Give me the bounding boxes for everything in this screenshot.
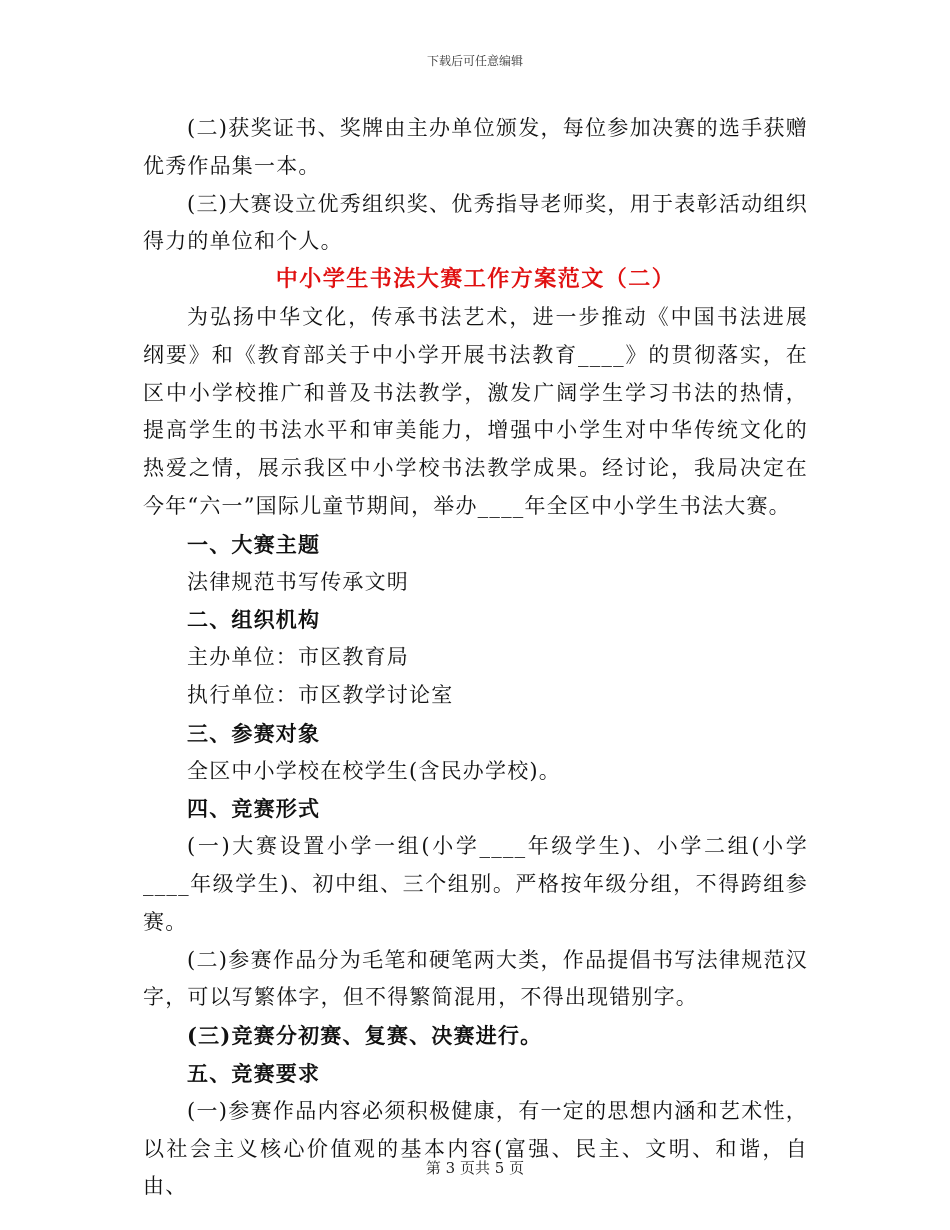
section-heading-theme: 一、大赛主题: [187, 531, 321, 557]
document-body: [143, 110, 808, 1206]
section-heading-format: 四、竞赛形式: [187, 796, 321, 822]
document-title: 中小学生书法大赛工作方案范文（二）: [275, 266, 676, 293]
section-heading-participants: 三、参赛对象: [187, 720, 321, 746]
paragraph-award-certificates: (二)获奖证书、奖牌由主办单位颁发，每位参加决赛的选手获赠优秀作品集一本。: [143, 116, 808, 178]
paragraph-theme: 法律规范书写传承文明: [187, 569, 409, 594]
paragraph-content-requirements: (一)参赛作品内容必须积极健康，有一定的思想内涵和艺术性，以社会主义核心价值观的基本内容(富强、民主、文明、和谐，自由、: [143, 1098, 808, 1199]
section-heading-organization: 二、组织机构: [187, 607, 321, 633]
paragraph-organization-awards: (三)大赛设立优秀组织奖、优秀指导老师奖，用于表彰活动组织得力的单位和个人。: [143, 191, 808, 254]
paragraph-host-unit: 主办单位：市区教育局: [187, 645, 409, 670]
paragraph-categories: (二)参赛作品分为毛笔和硬笔两大类，作品提倡书写法律规范汉字，可以写繁体字，但不得繁简混用，不得出现错别字。: [143, 947, 808, 1010]
page-footer: 第 3 页共 5 页: [425, 1159, 525, 1177]
paragraph-participants: 全区中小学校在校学生(含民办学校)。: [187, 758, 561, 783]
paragraph-executive-unit: 执行单位：市区教学讨论室: [187, 682, 454, 707]
subheading-rounds: (三)竞赛分初赛、复赛、决赛进行。: [187, 1023, 543, 1049]
paragraph-introduction: 为弘扬中华文化，传承书法艺术，进一步推动《中国书法进展纲要》和《教育部关于中小学开展书法教育____》的贯彻落实，在区中小学校推广和普及书法教学，激发广阔学生学习书法的热情，提高学生的书法水平和审美能力，增强中小学生对中华传统文化的热爱之情，展示我区中小学校书法教学成果。经讨论，我局决定在今年“六一”国际儿童节期间，举办____年全区中小学生书法大赛。: [143, 304, 808, 518]
section-heading-requirements: 五、竞赛要求: [187, 1060, 321, 1086]
page-header: 下载后可任意编辑: [426, 54, 523, 68]
paragraph-groups: (一)大赛设置小学一组(小学____年级学生)、小学二组(小学____年级学生)、初中组、三个组别。严格按年级分组，不得跨组参赛。: [143, 834, 808, 934]
